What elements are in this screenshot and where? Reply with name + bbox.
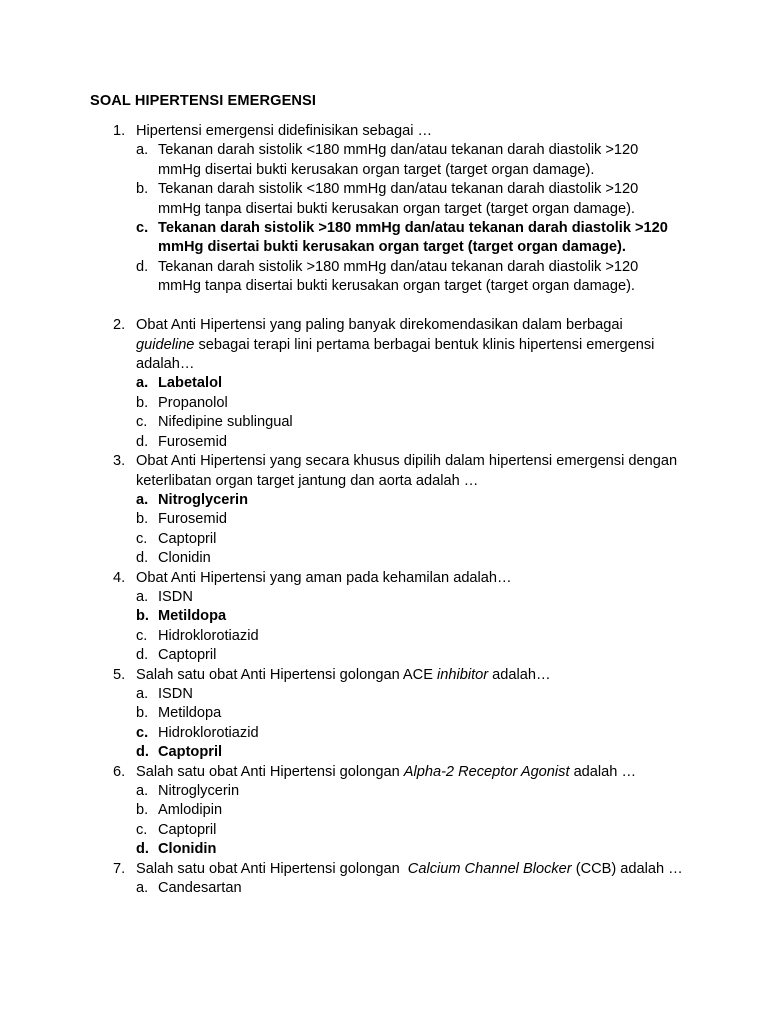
option-letter: a. — [136, 880, 149, 897]
option-text: Captopril — [158, 530, 217, 547]
question-number: 6. — [113, 763, 126, 780]
option-letter: c. — [136, 220, 149, 237]
question-7 — [0, 860, 768, 899]
option-text: ISDN — [158, 685, 193, 702]
option-text: ISDN — [158, 588, 193, 605]
question-number: 7. — [113, 860, 126, 877]
question-text: Hipertensi emergensi didefinisikan sebagai … — [136, 123, 433, 139]
option-letter: b. — [136, 608, 149, 625]
question-text: Obat Anti Hipertensi yang aman pada kehamilan adalah… — [136, 569, 512, 586]
option-a — [0, 685, 768, 704]
option-letter: b. — [136, 705, 149, 722]
option-letter: d. — [136, 647, 149, 664]
option-text: Amlodipin — [158, 802, 223, 819]
option-letter: a. — [136, 491, 149, 508]
option-a — [0, 141, 768, 180]
option-letter: c. — [136, 821, 148, 838]
option-letter: b. — [136, 802, 149, 819]
option-c — [0, 413, 768, 432]
option-letter: d. — [136, 744, 149, 761]
document-title: SOAL HIPERTENSI EMERGENSI — [90, 93, 317, 109]
question-text: Salah satu obat Anti Hipertensi golongan Calcium Channel Blocker (CCB) adalah … — [136, 860, 683, 877]
option-text: Metildopa — [158, 705, 222, 722]
option-a-answer — [0, 491, 768, 510]
option-text: Captopril — [158, 647, 217, 664]
option-c-answer — [0, 219, 768, 258]
option-b — [0, 180, 768, 219]
option-letter: d. — [136, 258, 149, 275]
question-2 — [0, 316, 768, 452]
option-text: Tekanan darah sistolik >180 mmHg dan/atau tekanan darah diastolik >120 mmHg tanpa disertai bukti kerusakan organ target (target organ damage). — [158, 258, 639, 295]
option-a — [0, 588, 768, 607]
option-text: Captopril — [158, 744, 223, 761]
question-text: Obat Anti Hipertensi yang secara khusus dipilih dalam hipertensi emergensi dengan keterlibatan organ target jantung dan aorta adalah … — [136, 453, 678, 489]
question-number: 5. — [113, 666, 126, 683]
option-d — [0, 646, 768, 665]
option-c — [0, 530, 768, 549]
option-letter: a. — [136, 588, 149, 605]
question-3 — [0, 452, 768, 568]
option-a — [0, 879, 768, 898]
option-text: Tekanan darah sistolik <180 mmHg dan/atau tekanan darah diastolik >120 mmHg tanpa disertai bukti kerusakan organ target (target organ damage). — [158, 181, 639, 217]
option-a-answer — [0, 374, 768, 393]
question-6 — [0, 763, 768, 860]
option-letter: a. — [136, 142, 149, 159]
option-letter: b. — [136, 511, 149, 528]
option-letter: a. — [136, 783, 149, 799]
option-text: Furosemid — [158, 433, 227, 450]
option-text: Propanolol — [158, 394, 228, 411]
option-d — [0, 258, 768, 297]
option-letter: d. — [136, 550, 149, 567]
option-text: Clonidin — [158, 550, 211, 567]
question-number: 2. — [113, 317, 126, 334]
option-letter: c. — [136, 627, 148, 644]
question-4 — [0, 569, 768, 666]
option-letter: c. — [136, 414, 148, 431]
option-b — [0, 510, 768, 529]
option-text: Metildopa — [158, 608, 227, 625]
option-letter: c. — [136, 724, 149, 741]
question-number: 3. — [113, 453, 126, 470]
option-text: Clonidin — [158, 841, 217, 858]
option-text: Nitroglycerin — [158, 491, 249, 508]
option-a — [0, 782, 768, 801]
option-text: Furosemid — [158, 511, 227, 528]
option-text: Nifedipine sublingual — [158, 414, 293, 431]
option-text: Captopril — [158, 821, 217, 838]
option-text: Nitroglycerin — [158, 783, 240, 799]
option-letter: b. — [136, 181, 149, 198]
option-letter: b. — [136, 394, 149, 411]
question-number: 4. — [113, 569, 126, 586]
option-text: Candesartan — [158, 880, 242, 897]
option-text: Tekanan darah sistolik <180 mmHg dan/atau tekanan darah diastolik >120 mmHg disertai bukti kerusakan organ target (target organ damage). — [158, 142, 639, 178]
question-1 — [0, 122, 768, 297]
question-number: 1. — [113, 123, 126, 139]
option-letter: a. — [136, 685, 149, 702]
question-text: Salah satu obat Anti Hipertensi golongan ACE inhibitor adalah… — [136, 666, 551, 683]
option-text: Labetalol — [158, 375, 223, 392]
option-text: Tekanan darah sistolik >180 mmHg dan/atau tekanan darah diastolik >120 mmHg disertai bukti kerusakan organ target (target organ damage). — [158, 220, 668, 256]
question-5 — [0, 666, 768, 763]
question-text: Salah satu obat Anti Hipertensi golongan Alpha-2 Receptor Agonist adalah … — [136, 763, 637, 780]
option-text: Hidroklorotiazid — [158, 724, 259, 741]
option-letter: d. — [136, 433, 149, 450]
option-d-answer — [0, 743, 768, 762]
option-c — [0, 724, 768, 743]
option-d — [0, 549, 768, 568]
option-d — [0, 433, 768, 452]
option-b — [0, 801, 768, 820]
option-c — [0, 821, 768, 840]
question-list — [0, 122, 768, 898]
option-d-answer — [0, 840, 768, 859]
option-c — [0, 627, 768, 646]
option-letter: c. — [136, 530, 148, 547]
option-b — [0, 704, 768, 723]
question-text: Obat Anti Hipertensi yang paling banyak direkomendasikan dalam berbagai guideline sebagai terapi lini pertama berbagai bentuk klinis hipertensi emergensi adalah… — [136, 317, 655, 373]
option-b — [0, 394, 768, 413]
option-text: Hidroklorotiazid — [158, 627, 259, 644]
option-letter: d. — [136, 841, 149, 858]
option-b-answer — [0, 607, 768, 626]
option-letter: a. — [136, 375, 149, 392]
